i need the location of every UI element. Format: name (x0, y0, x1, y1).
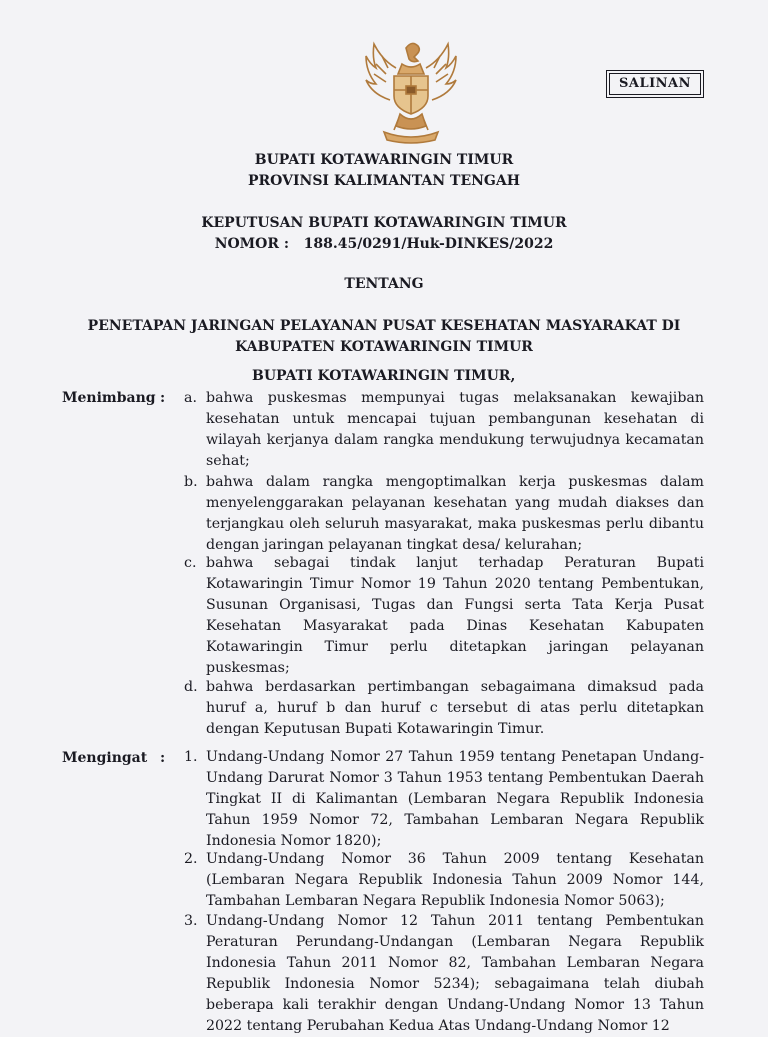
subject-line-1: PENETAPAN JARINGAN PELAYANAN PUSAT KESEHATAN MASYARAKAT DI (87, 318, 681, 334)
menimbang-item (184, 472, 704, 556)
header-line-2: PROVINSI KALIMANTAN TENGAH (248, 173, 520, 189)
tentang-heading: TENTANG (344, 276, 424, 292)
item-text: Undang-Undang Nomor 27 Tahun 1959 tentang Penetapan Undang-Undang Darurat Nomor 3 Tahun 1953 tentang Pembentukan Daerah Tingkat II di Kalimantan (Lembaran Negara Republik Indonesia Tahun 1959 Nomor 72, Tambahan Lembaran Negara Republik Indonesia Nomor 1820); (206, 749, 704, 849)
item-marker: a. (184, 390, 197, 406)
menimbang-item (184, 388, 704, 472)
menimbang-label: Menimbang (62, 390, 156, 406)
menimbang-colon: : (160, 390, 166, 406)
item-text: Undang-Undang Nomor 12 Tahun 2011 tentang Pembentukan Peraturan Perundang-Undangan (Lembaran Negara Republik Indonesia Tahun 2011 Nomor 82, Tambahan Lembaran Negara Republik Indonesia Nomor 5234); sebagaimana telah diubah beberapa kali terakhir dengan Undang-Undang Nomor 13 Tahun 2022 tentang Perubahan Kedua Atas Undang-Undang Nomor 12 (206, 913, 704, 1034)
mengingat-item (184, 849, 704, 912)
item-text: Undang-Undang Nomor 36 Tahun 2009 tentang Kesehatan (Lembaran Negara Republik Indonesia Tahun 2009 Nomor 144, Tambahan Lembaran Negara Republik Indonesia Nomor 5063); (206, 851, 704, 909)
header-line-1: BUPATI KOTAWARINGIN TIMUR (254, 152, 514, 168)
mengingat-item (184, 747, 704, 852)
mengingat-label: Mengingat (62, 750, 148, 766)
item-marker: 3. (184, 913, 198, 929)
item-text: bahwa berdasarkan pertimbangan sebagaimana dimaksud pada huruf a, huruf b dan huruf c tersebut di atas perlu ditetapkan dengan Keputusan Bupati Kotawaringin Timur. (206, 679, 704, 737)
menimbang-item (184, 677, 704, 740)
item-marker: 1. (184, 749, 198, 765)
item-marker: d. (184, 679, 198, 695)
item-marker: b. (184, 474, 198, 490)
subject-line-2: KABUPATEN KOTAWARINGIN TIMUR (235, 339, 533, 355)
salinan-badge: SALINAN (606, 70, 704, 98)
item-marker: c. (184, 555, 197, 571)
item-text: bahwa sebagai tindak lanjut terhadap Peraturan Bupati Kotawaringin Timur Nomor 19 Tahun 2020 tentang Pembentukan, Susunan Organisasi, Tugas dan Fungsi serta Tata Kerja Pusat Kesehatan Masyarakat pada Dinas Kesehatan Kabupaten Kotawaringin Timur perlu ditetapkan jaringan pelayanan puskesmas; (206, 555, 704, 676)
item-marker: 2. (184, 851, 198, 867)
item-text: bahwa dalam rangka mengoptimalkan kerja puskesmas dalam menyelenggarakan pelayanan kesehatan yang mudah diakses dan terjangkau oleh seluruh masyarakat, maka puskesmas perlu dibantu dengan jaringan pelayanan tingkat desa/ kelurahan; (206, 474, 704, 553)
decree-title: KEPUTUSAN BUPATI KOTAWARINGIN TIMUR (201, 215, 567, 231)
garuda-emblem-icon (356, 34, 466, 146)
menimbang-item (184, 553, 704, 679)
issuer-heading: BUPATI KOTAWARINGIN TIMUR, (252, 368, 516, 384)
decree-number: NOMOR : 188.45/0291/Huk-DINKES/2022 (214, 236, 554, 252)
mengingat-colon: : (160, 750, 166, 766)
mengingat-item (184, 911, 704, 1037)
item-text: bahwa puskesmas mempunyai tugas melaksanakan kewajiban kesehatan untuk mencapai tujuan pembangunan kesehatan di wilayah kerjanya dalam rangka mendukung terwujudnya kecamatan sehat; (206, 390, 704, 469)
